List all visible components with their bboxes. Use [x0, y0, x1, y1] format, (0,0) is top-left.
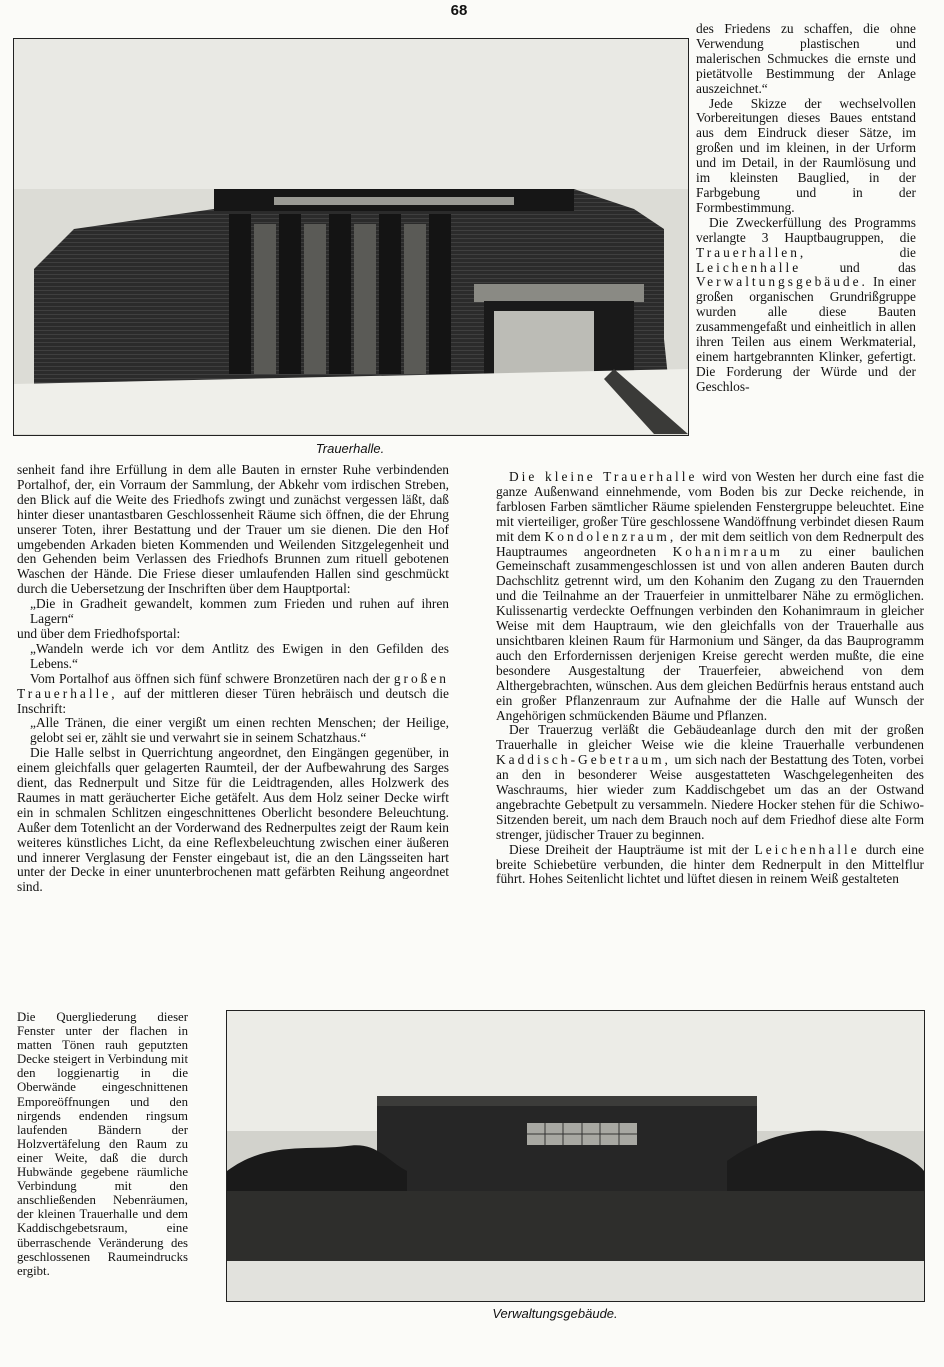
left-narrow-column [17, 1010, 188, 1278]
paragraph: Diese Dreiheit der Haupträume ist mit der Leichenhalle durch eine breite Schiebetüre verbunden, die hinter dem Rednerpult in den Mittelflur führt. Hohes Seitenlicht lichtet und lüftet diesen in reinem Weiß gestalteten [496, 841, 924, 887]
paragraph: Der Trauerzug verläßt die Gebäudeanlage durch den mit der großen Trauerhalle in gleicher Weise wie die kleine Trauerhalle verbundenen Kaddisch-Gebetraum, um sich nach der Bestattung des Toten, vorbei an den in besonderer Weise ausgestatteten Waschgelegenheiten des Waschraums, hier wieder zum Kaddischgebet um das an der Ostwand angebrachte Gebetpult zu versammeln. Niedere Hocker stehen für die Schiwo-Sitzenden bereit, um nach dem Brauch noch auf dem Friedhof diese alte Form strenger, jüdischer Trauer zu beginnen. [496, 722, 924, 842]
verwaltungsgebaeude-caption: Verwaltungsgebäude. [492, 1306, 618, 1321]
trauerhalle-caption: Trauerhalle. [315, 441, 385, 456]
paragraph: Die kleine Trauerhalle wird von Westen her durch eine fast die ganze Außenwand einnehmende, vom Boden bis zur Decke reichende, in farblosen Farben sämtlicher Räume spielenden Fenstergruppe beleuchtet. Eine mit vierteiliger, großer Türe geschlossene Wandöffnung verbindet diesen Raum mit dem Kondolenzraum, der mit dem seitlich von dem Rednerpult des Hauptraumes angeordneten Kohanimraum zu einer baulichen Gemeinschaft zusammengeschlossen ist und von allen anderen Bauten durch Dachschlitz getrennt wird, um den Kohanim den Zugang zu den Trauernden und die Teilnahme an der Trauerfeier in unmittelbarer Nähe zu ermöglichen. Kulissenartig verdeckte Oeffnungen verbinden den Kohanimraum in gleicher Weise mit dem Hauptraum, wie den gleichfalls von der Trauerhalle aus unsichtbaren kleinen Raum für Harmonium und Sänger, da das Bauprogramm auch den Erfordernissen derjenigen Kreise gerecht werden mußte, die eine besondere Ausgestaltung der Trauerfeier, abweichend von dem Althergebrachten, wünschen. Aus dem gleichen Bedürfnis heraus entstand auch ein großer Pflanzenraum zur Aufnahme der die Halle auf Wunsch der Angehörigen schmückenden Bäume und Pflanzen. [496, 469, 924, 723]
quote: „Die in Gradheit gewandelt, kommen zum Frieden und ruhen auf ihren Lagern“ [30, 596, 449, 627]
verwaltungsgebaeude-photo [226, 1010, 925, 1302]
paragraph: Jede Skizze der wechselvollen Vorbereitungen dieses Baues entstand aus dem Eindruck dieser Sätze, im großen und im kleinen, in der Urform und im Detail, in der Raumlösung und im kleinsten Bauglied, in der Farbgebung und in der Formbestimmung. [696, 95, 916, 215]
trauerhalle-photo [13, 38, 689, 436]
page-number: 68 [450, 2, 468, 19]
quote: „Alle Tränen, die einer vergißt um einen rechten Menschen; der Heilige, gelobt sei er, zählt sie und verwahrt sie in seinem Schatzhaus.“ [30, 715, 449, 746]
paragraph: Vom Portalhof aus öffnen sich fünf schwere Bronzetüren nach der großen Trauerhalle, auf der mittleren dieser Türen hebräisch und deutsch die Inschrift: [17, 670, 449, 716]
paragraph: Die Zweckerfüllung des Programms verlangte 3 Hauptbaugruppen, die Trauerhallen, die Leichenhalle und das Verwaltungsgebäude. In einer großen organischen Grundrißgruppe wurden alle diese Bauten zusammengefaßt und einheitlich in allen ihren Teilen aus einem Werkmaterial, einem hartgebrannten Klinker, gefertigt. Die Forderung der Würde und der Geschlos- [696, 214, 916, 394]
paragraph: des Friedens zu schaffen, die ohne Verwendung plastischen und malerischen Schmuckes die ernste und pietätvolle Bestimmung der Anlage auszeichnet.“ [696, 21, 916, 96]
left-column [17, 463, 449, 895]
top-right-column [696, 22, 916, 395]
paragraph: Die Quergliederung dieser Fenster unter der flachen in matten Tönen rauh geputzten Decke steigert in Verbindung mit den loggienartig in die Oberwände eingeschnittenen Emporeöffnungen und den nirgends endenden ringsum laufenden Bändern der Holzvertäfelung den Raum zu einer Weite, daß die durch Hubwände gegebene räumliche Verbindung mit den anschließenden Nebenräumen, der kleinen Trauerhalle und dem Kaddischgebetsraum, eine überraschende Veränderung des geschlossenen Raumeindrucks ergibt. [17, 1010, 188, 1278]
paragraph: und über dem Friedhofsportal: [17, 625, 181, 641]
paragraph: Die Halle selbst in Querrichtung angeordnet, den Eingängen gegenüber, in einem gleichfalls quer gelagerten Raumteil, der der Aufbewahrung des Sarges dient, das Rednerpult und Sitze für die Leidtragenden, alles Holzwerk des Raumes in matt geräucherter Eiche getäfelt. Aus dem Holz seiner Decke wirft ein in schmalen Schlitzen eingeschnittenes Oberlicht besondere Beleuchtung. Außer dem Totenlicht an der Vorderwand des Rednerpultes zeigt der Raum kein weiteres künstliches Licht, da eine Reflexbeleuchtung zwischen einer äußeren und innerer Verglasung der Fenster eingebaut ist, die an den Längsseiten hart unter der Decke in einer ununterbrochenen matt gefärbten Reihung angeordnet sind. [17, 745, 449, 895]
paragraph: senheit fand ihre Erfüllung in dem alle Bauten in ernster Ruhe verbindenden Portalhof, der, ein Vorraum der Sammlung, der Abkehr vom irdischen Streben, den Blick auf die Weite des Friedhofs zwingt und zunächst vergessen läßt, daß hinter dieser unantastbaren Geschlossenheit Räume sich öffnen, die der Ehrung unserer Toten, ihrer Bestattung und der Trauer um sie dienen. Die den Hof umgebenden Arkaden bieten Kommenden und Weilenden Sitzgelegenheit und den Gehenden beim Verlassen des Friedhofs Brunnen zum rituell gebotenen Waschen der Hände. Die Friese dieser umlaufenden Hallen sind geschmückt durch die Uebersetzung der Inschriften über dem Hauptportal: [17, 462, 449, 597]
quote: „Wandeln werde ich vor dem Antlitz des Ewigen in den Gefilden des Lebens.“ [30, 640, 449, 671]
right-column [496, 470, 924, 887]
